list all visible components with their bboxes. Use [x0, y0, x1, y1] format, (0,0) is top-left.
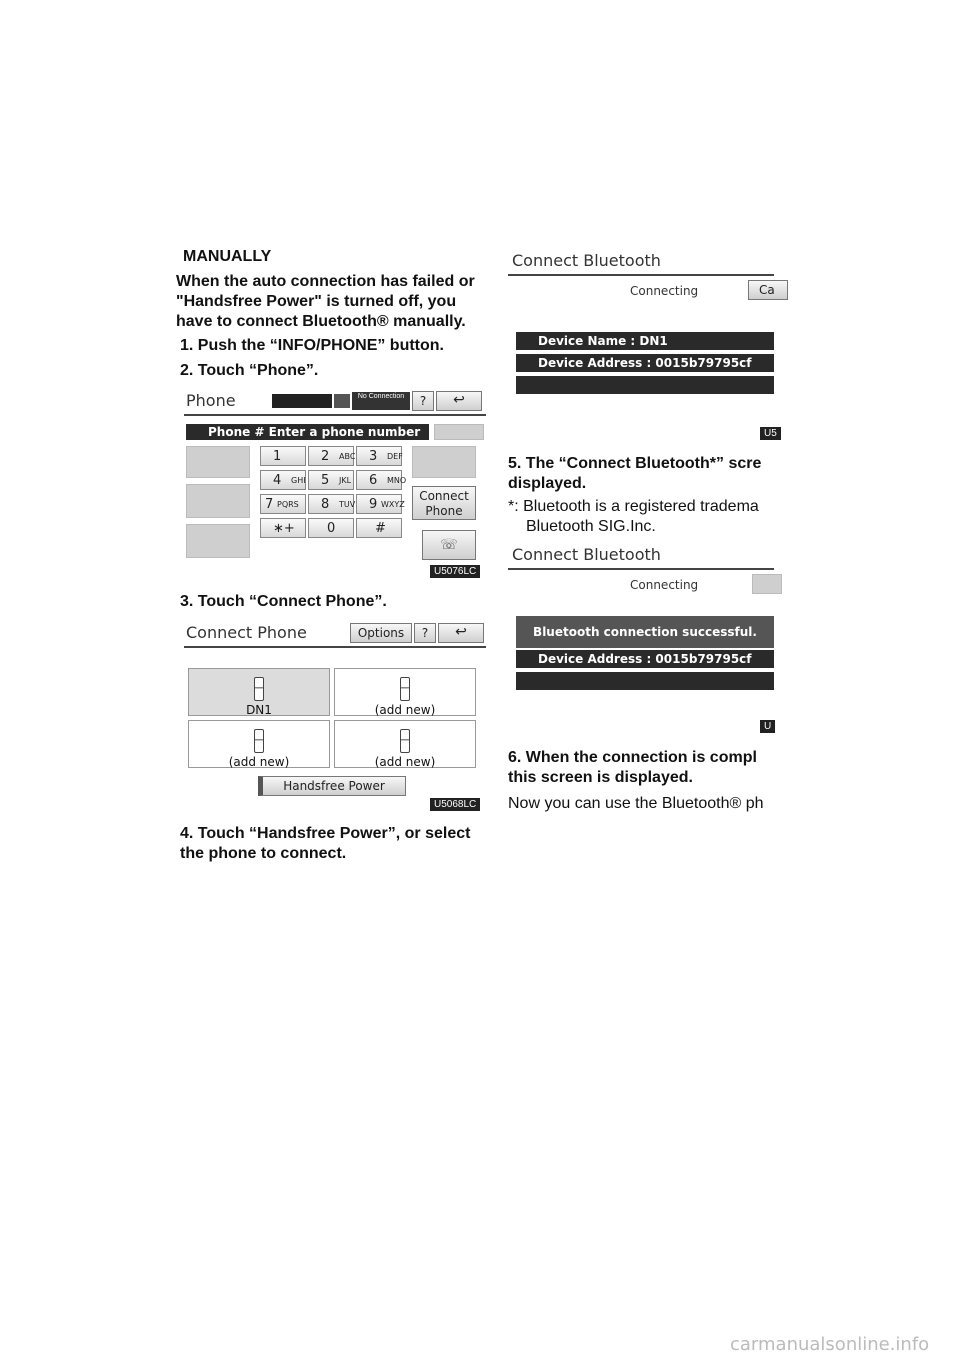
connect-phone-screen — [184, 620, 486, 812]
handset-icon: ☏ — [440, 537, 458, 553]
key-number: 8 — [321, 497, 330, 512]
key-hash[interactable] — [356, 518, 402, 538]
key-9[interactable] — [356, 494, 405, 514]
connect-title: Connect Phone — [186, 623, 307, 642]
step-3: 3. Touch “Connect Phone”. — [180, 593, 387, 610]
key-number: ∗+ — [273, 521, 295, 536]
figure-code: U — [760, 720, 775, 733]
phone-tile-dn1[interactable] — [188, 668, 330, 716]
key-5[interactable] — [308, 470, 354, 490]
connect-bluetooth-screen-1 — [508, 248, 777, 440]
key-number: 9 — [369, 497, 378, 512]
key-2[interactable] — [308, 446, 354, 466]
tile-label: (add new) — [374, 755, 436, 769]
back-icon: ↩ — [453, 392, 465, 408]
key-number: 5 — [321, 473, 330, 488]
key-1[interactable] — [260, 446, 306, 466]
call-button[interactable] — [422, 530, 476, 560]
back-button[interactable] — [436, 391, 482, 411]
bt2-title: Connect Bluetooth — [512, 545, 661, 564]
connecting-status: Connecting — [630, 284, 699, 298]
connect-bluetooth-screen-2 — [508, 542, 774, 736]
options-button[interactable]: Options — [350, 623, 412, 643]
phone-label: Phone — [425, 504, 463, 518]
handsfree-power-button[interactable]: Handsfree Power — [258, 776, 406, 796]
site-watermark: carmanualsonline.info — [730, 1334, 930, 1355]
help-button[interactable]: ? — [414, 623, 436, 643]
phone-screen — [184, 388, 486, 578]
key-letters: PQRS — [277, 500, 299, 509]
tile-label: DN1 — [246, 703, 272, 717]
device-address-field: Device Address : 0015b79795cf — [516, 650, 774, 668]
step-5: 5. The “Connect Bluetooth*” scre displayed. — [508, 455, 762, 492]
phone-titlebar — [184, 388, 486, 416]
delete-button[interactable] — [434, 424, 484, 440]
final-note: Now you can use the Bluetooth® ph — [508, 795, 764, 812]
key-letters: DEF — [387, 452, 403, 461]
figure-code: U5 — [760, 427, 781, 440]
mobile-phone-icon — [254, 729, 264, 753]
key-8[interactable] — [308, 494, 354, 514]
connect-phone-button[interactable] — [412, 486, 476, 520]
key-6[interactable] — [356, 470, 407, 490]
mobile-phone-icon — [400, 677, 410, 701]
connect-label: Connect — [419, 489, 469, 503]
step-2: 2. Touch “Phone”. — [180, 362, 319, 379]
figure-code: U5068LC — [430, 798, 480, 811]
bt2-titlebar — [508, 542, 774, 570]
key-letters: WXYZ — [381, 500, 405, 509]
back-button[interactable] — [438, 623, 484, 643]
key-letters: ABC — [339, 452, 356, 461]
redial-button[interactable] — [412, 446, 476, 478]
success-message: Bluetooth connection successful. — [516, 616, 774, 648]
device-name-field: Device Name : DN1 — [516, 332, 774, 350]
status-badge: No Connection — [352, 392, 410, 410]
intro-text: When the auto connection has failed or "Handsfree Power" is turned off, you have to connect Bluetooth® manually. — [176, 273, 475, 330]
key-number: 0 — [327, 521, 336, 536]
figure-code: U5076LC — [430, 565, 480, 578]
key-star[interactable] — [260, 518, 306, 538]
device-address-field: Device Address : 0015b79795cf — [516, 354, 774, 372]
key-letters: GHI — [291, 476, 306, 485]
key-number: 2 — [321, 449, 330, 464]
cancel-button[interactable]: Ca — [748, 280, 788, 300]
speed-dial-button[interactable] — [186, 484, 250, 518]
section-heading: MANUALLY — [183, 248, 272, 265]
phone-number-field[interactable]: Phone # Enter a phone number — [186, 424, 429, 440]
phone-tile-add-new-3[interactable] — [334, 720, 476, 768]
connect-titlebar — [184, 620, 486, 648]
cancel-button-disabled — [752, 574, 782, 594]
key-3[interactable] — [356, 446, 402, 466]
phone-tile-add-new-2[interactable] — [188, 720, 330, 768]
tile-label: (add new) — [228, 755, 290, 769]
key-letters: MNO — [387, 476, 407, 485]
mobile-phone-icon — [400, 729, 410, 753]
key-letters: JKL — [339, 476, 352, 485]
status-field — [272, 394, 332, 408]
key-7[interactable] — [260, 494, 306, 514]
empty-field — [516, 672, 774, 690]
footnote: *: Bluetooth is a registered tradema Bluetooth SIG.Inc. — [508, 498, 759, 535]
empty-field — [516, 376, 774, 394]
key-number: 3 — [369, 449, 378, 464]
signal-icon — [334, 394, 350, 408]
connecting-status: Connecting — [630, 578, 699, 592]
bt1-titlebar — [508, 248, 774, 276]
step-6: 6. When the connection is compl this screen is displayed. — [508, 749, 757, 786]
step-4: 4. Touch “Handsfree Power”, or select the phone to connect. — [180, 825, 471, 862]
mobile-phone-icon — [254, 677, 264, 701]
contacts-button[interactable] — [186, 446, 250, 478]
key-number: # — [375, 521, 386, 536]
phone-tile-add-new-1[interactable] — [334, 668, 476, 716]
key-number: 7 — [265, 497, 274, 512]
bt1-title: Connect Bluetooth — [512, 251, 661, 270]
key-letters: TUV — [339, 500, 356, 509]
help-button[interactable]: ? — [412, 391, 434, 411]
phone-title: Phone — [186, 391, 236, 410]
back-icon: ↩ — [455, 624, 467, 640]
key-number: 1 — [273, 449, 282, 464]
key-0[interactable] — [308, 518, 354, 538]
key-4[interactable] — [260, 470, 306, 490]
tile-label: (add new) — [374, 703, 436, 717]
key-number: 6 — [369, 473, 378, 488]
step-1: 1. Push the “INFO/PHONE” button. — [180, 337, 444, 354]
key-number: 4 — [273, 473, 282, 488]
call-history-button[interactable] — [186, 524, 250, 558]
